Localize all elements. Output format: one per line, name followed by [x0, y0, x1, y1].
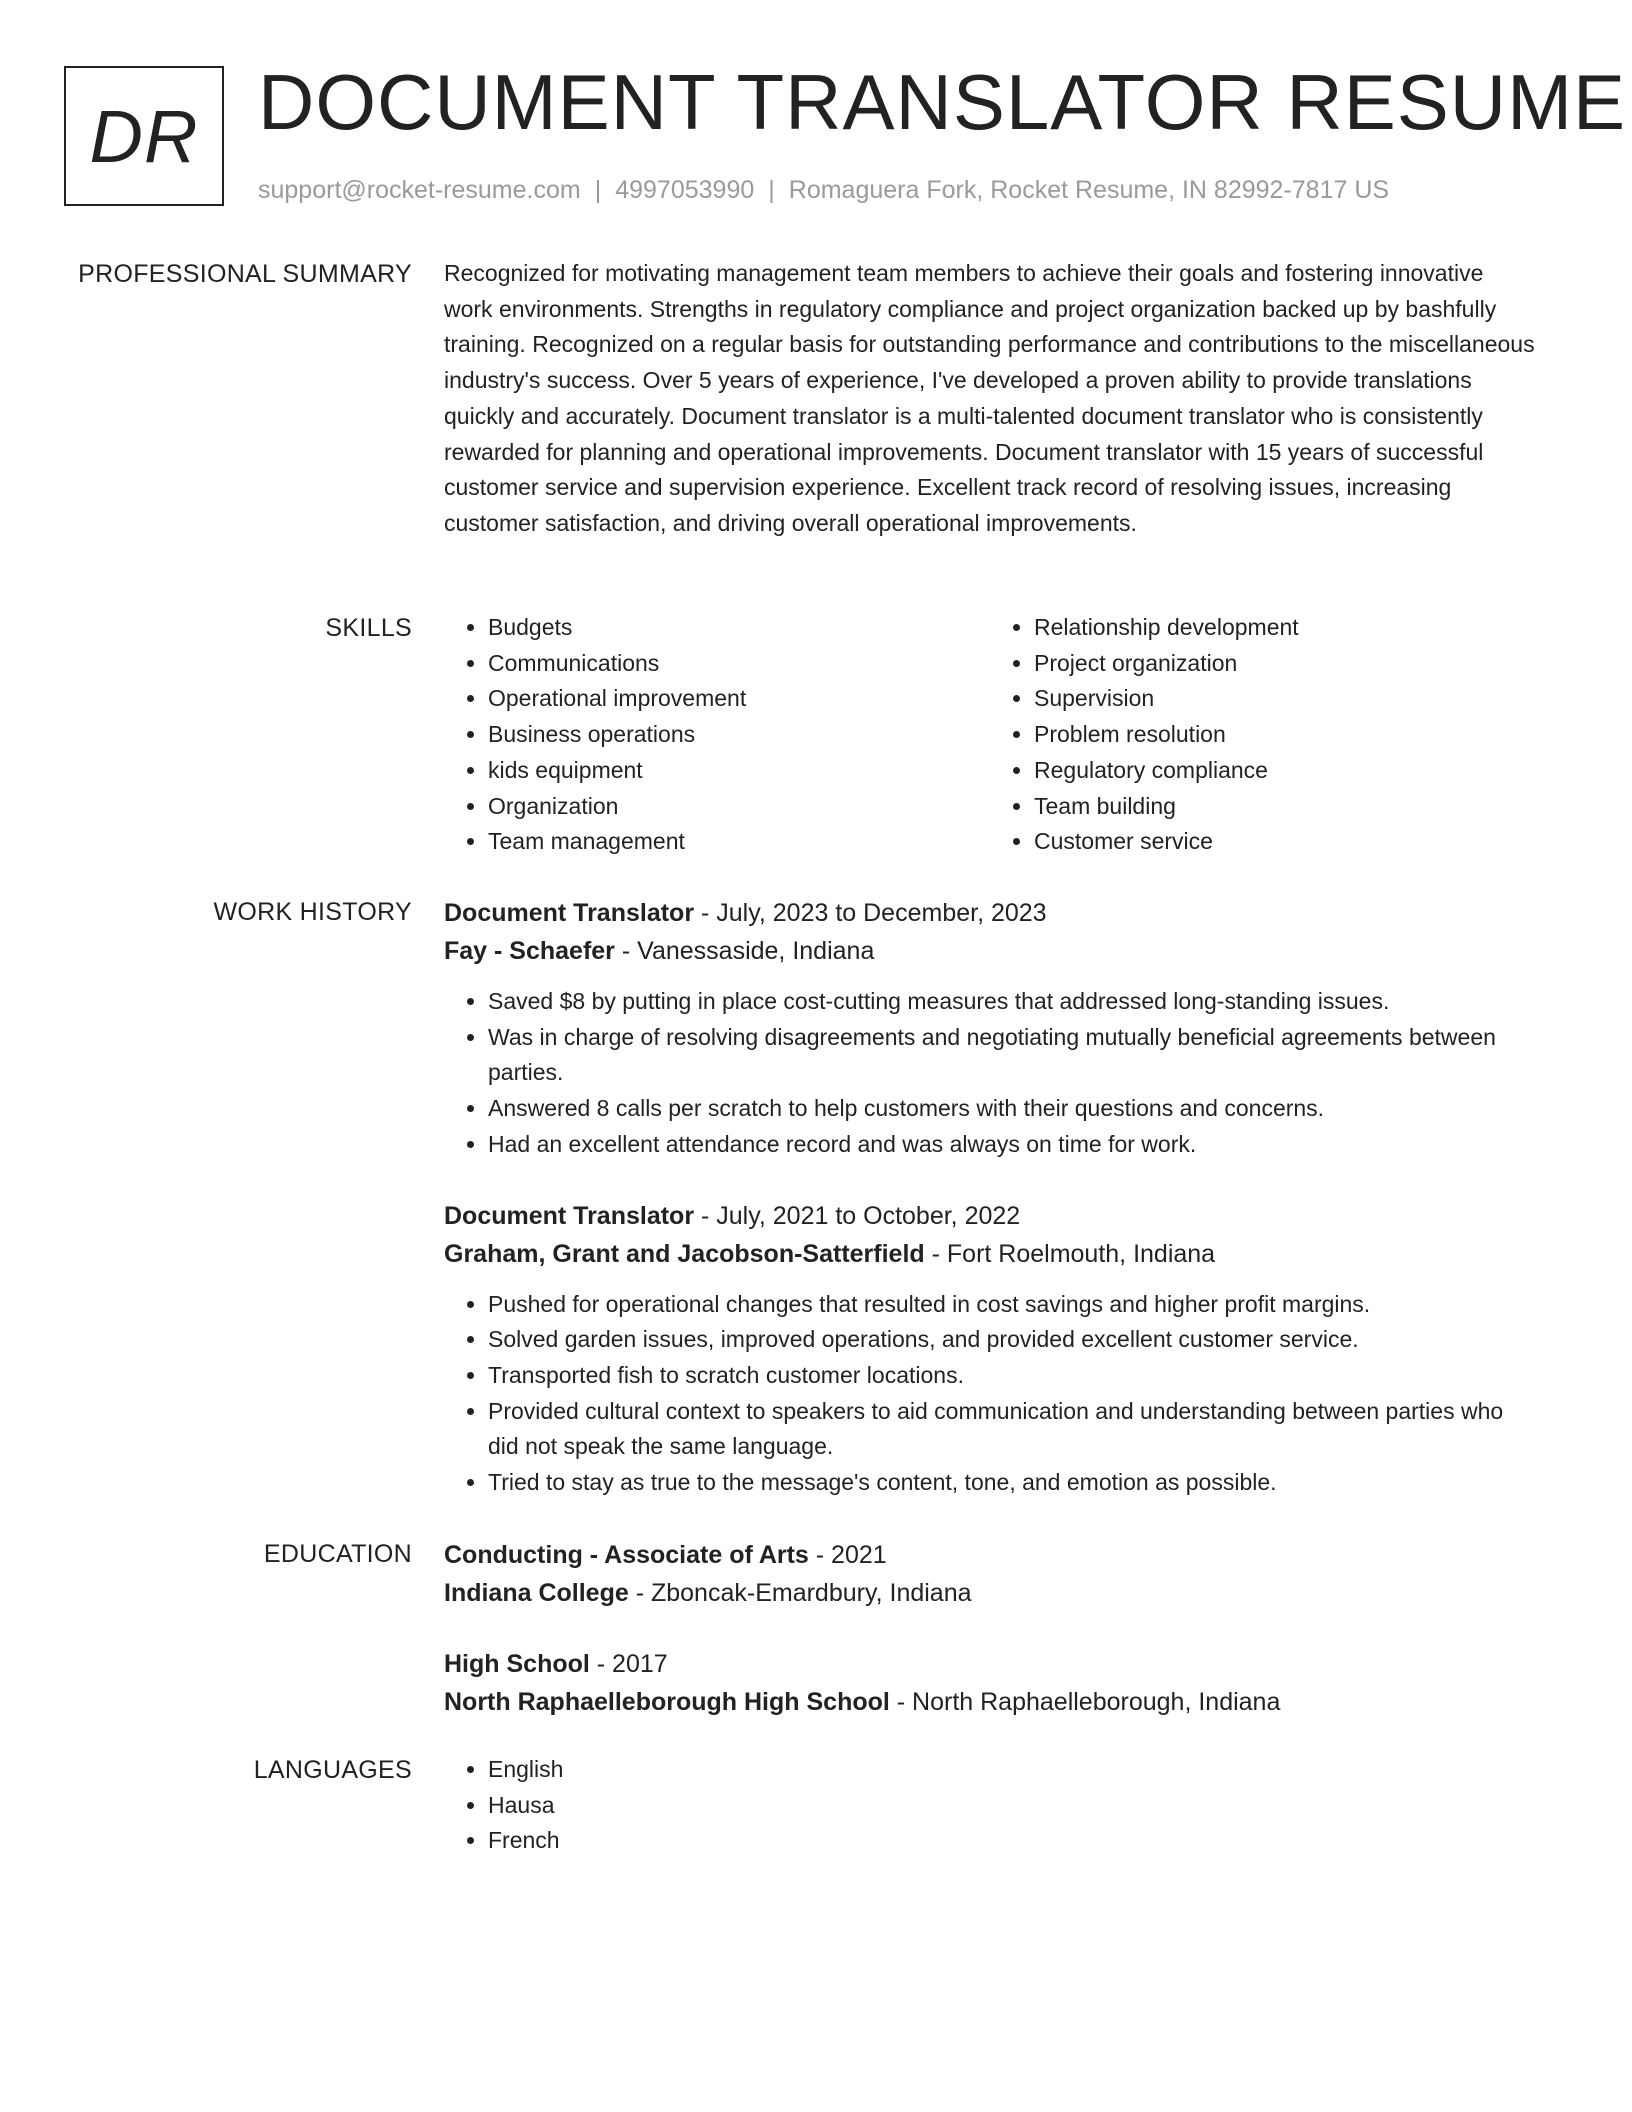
skill-item: • Supervision: [1034, 681, 1536, 717]
job-bullet: • Provided cultural context to speakers to aid communication and understanding between parties who did not speak the same language.: [488, 1394, 1536, 1465]
skill-item: • Regulatory compliance: [1034, 753, 1536, 789]
contact-line: [258, 174, 1389, 206]
education-entry: [444, 1645, 1536, 1721]
job-company-line: [444, 932, 1536, 970]
job-bullet: • Had an excellent attendance record and was always on time for work.: [488, 1127, 1536, 1163]
skills-body: [444, 610, 1536, 860]
job-entry: [444, 1197, 1536, 1501]
education-degree: Conducting - Associate of Arts: [444, 1541, 809, 1569]
job-location: - Vanessaside, Indiana: [614, 937, 875, 965]
skill-item: • Organization: [488, 789, 990, 825]
resume-title: DOCUMENT TRANSLATOR RESUME: [258, 58, 1627, 146]
education-entry: [444, 1536, 1536, 1612]
section-label-languages: LANGUAGES: [253, 1756, 412, 1784]
education-degree-line: [444, 1536, 1536, 1574]
languages-list: [444, 1752, 1536, 1859]
education-school-line: [444, 1683, 1536, 1721]
skill-item: • Project organization: [1034, 646, 1536, 682]
contact-address: Romaguera Fork, Rocket Resume, IN 82992-7817 US: [788, 176, 1390, 204]
section-label-education: EDUCATION: [263, 1540, 412, 1568]
languages-body: [444, 1752, 1536, 1859]
job-bullet: • Answered 8 calls per scratch to help customers with their questions and concerns.: [488, 1091, 1536, 1127]
education-school: Indiana College: [444, 1579, 629, 1607]
job-dates: - July, 2021 to October, 2022: [694, 1201, 1021, 1230]
job-title-line: [444, 1197, 1536, 1235]
job-bullets: [444, 984, 1536, 1163]
education-school: North Raphaelleborough High School: [444, 1688, 890, 1716]
job-company: Fay - Schaefer: [444, 937, 615, 965]
job-title: Document Translator: [444, 1201, 695, 1230]
job-title-line: [444, 894, 1536, 932]
skill-item: • Problem resolution: [1034, 717, 1536, 753]
job-bullets: [444, 1287, 1536, 1501]
job-entry: [444, 894, 1536, 1163]
skill-item: • Business operations: [488, 717, 990, 753]
language-item: • English: [488, 1752, 1536, 1788]
education-year: - 2021: [808, 1541, 887, 1569]
education-location: - Zboncak-Emardbury, Indiana: [628, 1579, 972, 1607]
skill-item: • kids equipment: [488, 753, 990, 789]
job-title: Document Translator: [444, 899, 695, 927]
education-year: - 2017: [589, 1650, 668, 1678]
skill-item: • Relationship development: [1034, 610, 1536, 646]
summary-body: [444, 256, 1536, 542]
education-school-line: [444, 1574, 1536, 1612]
skill-item: • Communications: [488, 646, 990, 682]
skill-item: • Operational improvement: [488, 681, 990, 717]
skill-item: • Customer service: [1034, 824, 1536, 860]
education-degree-line: [444, 1645, 1536, 1683]
language-item: • Hausa: [488, 1788, 1536, 1824]
section-label-summary: PROFESSIONAL SUMMARY: [78, 260, 412, 288]
work-history-body: [444, 894, 1536, 1501]
skills-list-right: [990, 610, 1536, 860]
skills-list-left: [444, 610, 990, 860]
section-label-work-history: WORK HISTORY: [213, 898, 412, 926]
skill-item: • Team management: [488, 824, 990, 860]
job-bullet: • Tried to stay as true to the message's content, tone, and emotion as possible.: [488, 1465, 1536, 1501]
language-item: • French: [488, 1823, 1536, 1859]
job-company-line: [444, 1235, 1536, 1273]
contact-separator: |: [594, 176, 602, 204]
contact-phone[interactable]: 4997053990: [615, 176, 755, 204]
monogram-badge: DR: [64, 66, 224, 206]
skill-item: • Team building: [1034, 789, 1536, 825]
contact-email[interactable]: support@rocket-resume.com: [258, 176, 581, 204]
job-dates: - July, 2023 to December, 2023: [694, 899, 1047, 927]
contact-separator: |: [768, 176, 775, 204]
summary-text: Recognized for motivating management team members to achieve their goals and fostering innovative work environments. Strengths in regulatory compliance and project organization backed up by bashfully training. Recognized on a regular basis for outstanding performance and contributions to the miscellaneous industry's success. Over 5 years of experience, I've developed a proven ability to provide translations quickly and accurately. Document translator is a multi-talented document translator who is consistently rewarded for planning and operational improvements. Document translator with 15 years of successful customer service and supervision experience. Excellent track record of resolving issues, increasing customer satisfaction, and driving overall operational improvements.: [444, 260, 1535, 536]
job-bullet: • Pushed for operational changes that resulted in cost savings and higher profit margins.: [488, 1287, 1536, 1323]
education-body: [444, 1536, 1536, 1721]
education-degree: High School: [444, 1650, 590, 1678]
job-company: Graham, Grant and Jacobson-Satterfield: [444, 1239, 925, 1268]
skill-item: • Budgets: [488, 610, 990, 646]
job-bullet: • Transported fish to scratch customer locations.: [488, 1358, 1536, 1394]
education-location: - North Raphaelleborough, Indiana: [889, 1688, 1281, 1716]
section-label-skills: SKILLS: [325, 614, 412, 642]
job-bullet: • Saved $8 by putting in place cost-cutting measures that addressed long-standing issues.: [488, 984, 1536, 1020]
job-bullet: • Solved garden issues, improved operations, and provided excellent customer service.: [488, 1322, 1536, 1358]
job-bullet: • Was in charge of resolving disagreements and negotiating mutually beneficial agreements between parties.: [488, 1020, 1536, 1091]
job-location: - Fort Roelmouth, Indiana: [924, 1239, 1216, 1268]
